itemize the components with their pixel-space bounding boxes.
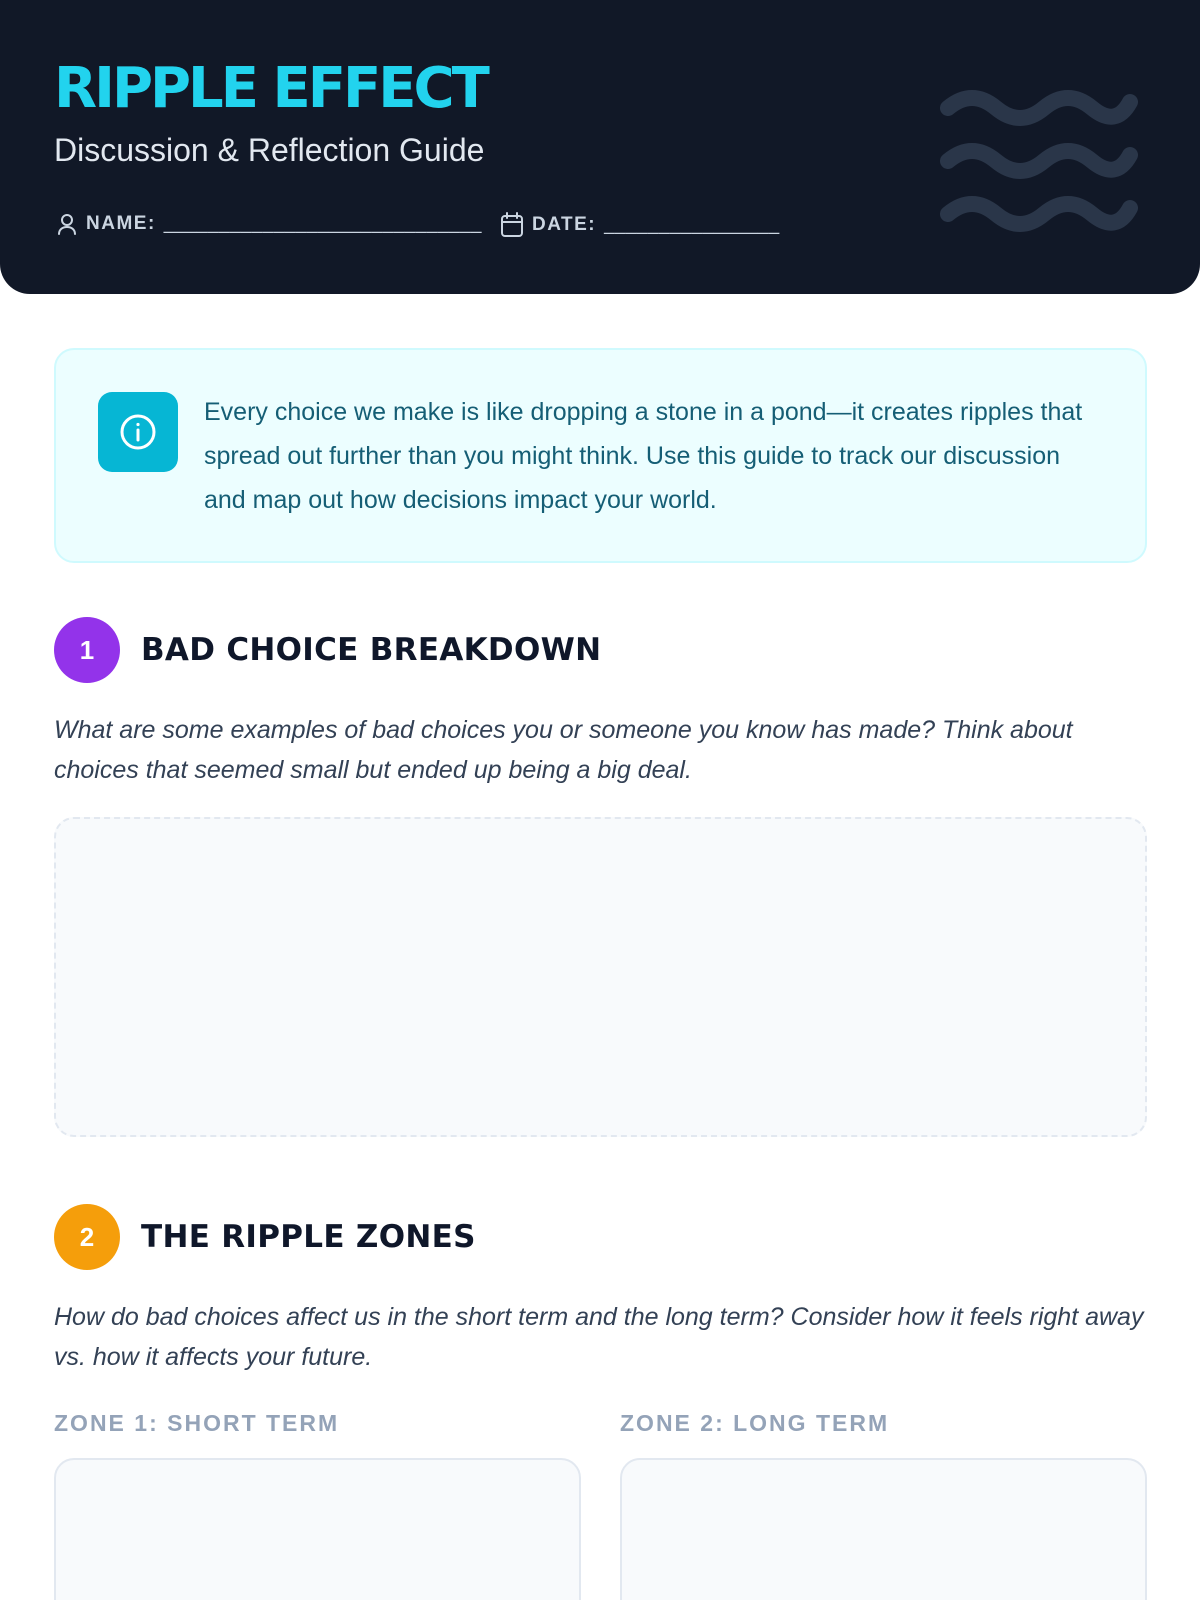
calendar-icon bbox=[500, 212, 524, 238]
page-subtitle: Discussion & Reflection Guide bbox=[54, 132, 485, 168]
date-label: DATE: bbox=[532, 214, 597, 235]
section-1-header bbox=[54, 617, 601, 683]
intro-callout bbox=[54, 348, 1147, 563]
waves-icon bbox=[940, 88, 1140, 238]
zone-2-label: ZONE 2: LONG TERM bbox=[620, 1410, 890, 1436]
name-blank[interactable]: _____________________________ bbox=[163, 213, 482, 234]
user-icon bbox=[56, 212, 78, 236]
header bbox=[0, 0, 1200, 294]
section-title: THE RIPPLE ZONES bbox=[141, 1219, 476, 1255]
date-field[interactable] bbox=[500, 212, 780, 238]
bad-choice-answer-area[interactable] bbox=[54, 817, 1147, 1137]
name-label: NAME: bbox=[86, 213, 156, 234]
name-field[interactable] bbox=[56, 212, 482, 236]
short-term-answer-area[interactable] bbox=[54, 1458, 581, 1600]
date-blank[interactable]: ________________ bbox=[604, 214, 780, 235]
zone-1-label: ZONE 1: SHORT TERM bbox=[54, 1410, 340, 1436]
section-number-badge: 2 bbox=[54, 1204, 120, 1270]
section-number-badge: 1 bbox=[54, 617, 120, 683]
intro-text: Every choice we make is like dropping a stone in a pond—it creates ripples that spread out further than you might think. Use this guide to track our discussion and map out how decisions impact your world. bbox=[204, 398, 1083, 514]
info-icon bbox=[98, 392, 178, 472]
section-2-prompt: How do bad choices affect us in the short term and the long term? Consider how it feels right away vs. how it affects your future. bbox=[54, 1303, 1144, 1371]
long-term-answer-area[interactable] bbox=[620, 1458, 1147, 1600]
page-title: RIPPLE EFFECT bbox=[54, 56, 487, 121]
section-1-prompt: What are some examples of bad choices you or someone you know has made? Think about choices that seemed small but ended up being a big deal. bbox=[54, 716, 1073, 784]
section-2-header bbox=[54, 1204, 476, 1270]
section-title: BAD CHOICE BREAKDOWN bbox=[141, 632, 602, 668]
